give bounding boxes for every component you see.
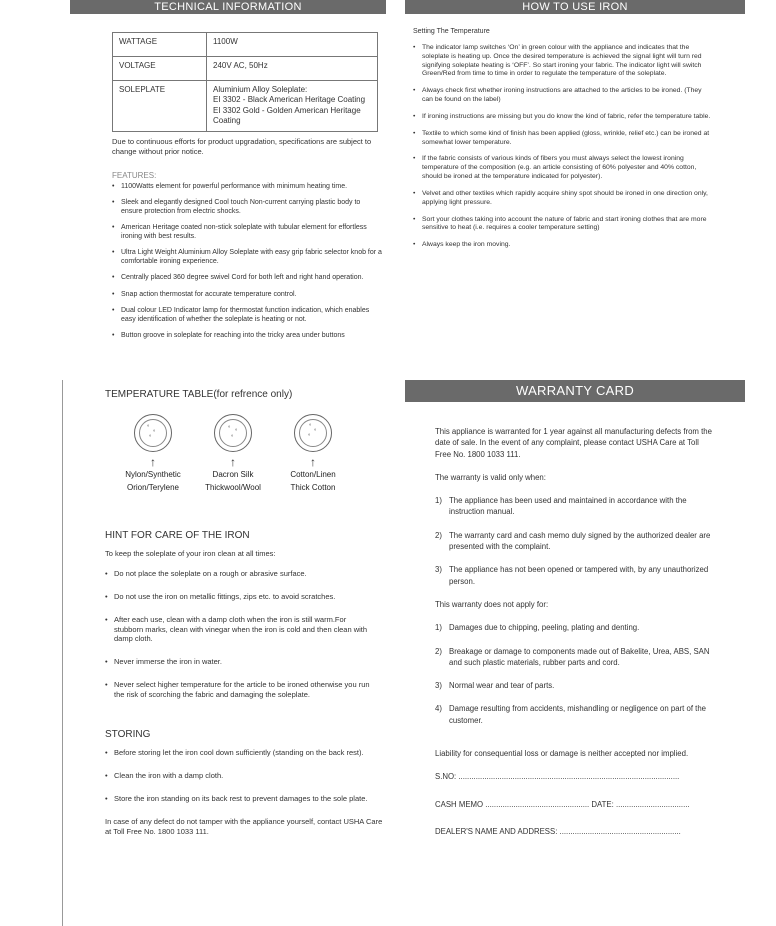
list-text: Damage resulting from accidents, mishandling or negligence on part of the customer. (449, 704, 707, 725)
spec-label: WATTAGE (113, 33, 207, 57)
list-item (435, 680, 715, 691)
spec-value: 240V AC, 50Hz (207, 57, 378, 81)
list-number: 2) (435, 646, 442, 656)
list-item: • Sort your clothes taking into account the nature of fabric and start ironing clothes that are more sensitive to heat (i.e. requires a cooler temperature setting) (413, 216, 713, 234)
list-item: • American Heritage coated non-stick soleplate with tubular element for effortless ironing with best results. (112, 223, 382, 241)
spec-value: 1100W (207, 33, 378, 57)
care-hint-list (105, 569, 375, 699)
spec-label: VOLTAGE (113, 57, 207, 81)
care-hint-title: HINT FOR CARE OF THE IRON (105, 529, 250, 541)
spec-value-line: EI 3302 Gold - Golden American Heritage Coating (213, 105, 361, 126)
list-item: • Centrally placed 360 degree swivel Cord for both left and right hand operation. (112, 273, 382, 282)
liability-statement: Liability for consequential loss or damage is neither accepted nor implied. (435, 749, 689, 759)
soleplate-icon: ° ° ° (294, 414, 332, 452)
fabric-label: Thick Cotton (290, 482, 336, 492)
cash-memo-date-field: CASH MEMO ................................................ DATE: .................................. (435, 799, 690, 809)
list-item (435, 564, 715, 587)
spec-table (112, 32, 378, 132)
list-item: • The indicator lamp switches ‘On’ in green colour with the appliance and indicates that the soleplate is heating up. Once the desired temperature is achieved the signal light will turn red signifying soleplate heating is ‘OFF’. So start ironing your fabric. The indicator light will switch Green/Red from time to time in order to regulate the temperature of the soleplate. (413, 44, 713, 79)
care-hint-intro: To keep the soleplate of your iron clean at all times: (105, 548, 276, 558)
storing-list (105, 748, 375, 803)
warranty-valid-list (435, 495, 715, 587)
list-item: • Sleek and elegantly designed Cool touch Non-current carrying plastic body to ensure protection from electric shocks. (112, 198, 382, 216)
warranty-valid-title: The warranty is valid only when: (435, 472, 546, 482)
list-text: Normal wear and tear of parts. (449, 681, 555, 691)
fabric-label: Nylon/Synthetic (125, 470, 181, 479)
list-item: • If the fabric consists of various kinds of fibers you must always select the lowest ironing temperature of the composition (e.g. an article consisting of 60% polyester and 40% cotton, should be ironed at the temperature indicated for polyester). (413, 155, 713, 181)
how-to-use-body (405, 14, 711, 250)
iron-setting-one-dot (113, 414, 193, 494)
storing-title: STORING (105, 729, 151, 741)
spec-row-soleplate (113, 81, 378, 132)
warranty-card-header: WARRANTY CARD (405, 380, 745, 402)
spec-row-wattage (113, 33, 378, 57)
list-text: Damages due to chipping, peeling, plating and denting. (449, 623, 640, 633)
features-title: FEATURES: (112, 170, 157, 180)
list-text: Breakage or damage to components made out of Bakelite, Urea, ABS, SAN and such plastic materials, rubber parts and cord. (449, 646, 710, 667)
list-number: 3) (435, 681, 442, 691)
arrow-up-icon: ↑ (310, 455, 316, 469)
warranty-exclusion-title: This warranty does not apply for: (435, 599, 549, 609)
soleplate-icon: ° ° ° (214, 414, 252, 452)
temperature-table-title: TEMPERATURE TABLE(for refrence only) (105, 389, 293, 400)
list-number: 1) (435, 623, 442, 633)
spec-value-line: Aluminium Alloy Soleplate: (213, 85, 308, 94)
warranty-intro: This appliance is warranted for 1 year against all manufacturing defects from the date of sale. In the event of any complaint, please contact USHA Care at Toll Free No. 1800 1033 111. (435, 427, 712, 459)
fabric-label: Dacron Silk (212, 470, 254, 479)
list-item (435, 703, 715, 726)
list-item: • Always check first whether ironing instructions are attached to the articles to be ironed. (They can be found on the label) (413, 87, 713, 105)
list-item: • Do not use the iron on metallic fittings, zips etc. to avoid scratches. (105, 592, 375, 602)
list-item (435, 622, 715, 633)
list-item: • Clean the iron with a damp cloth. (105, 771, 375, 781)
specification-note: Due to continuous efforts for product upgradation, specifications are subject to change without prior notice. (112, 136, 372, 156)
soleplate-icon: ° ° ° (134, 414, 172, 452)
list-number: 3) (435, 565, 442, 575)
list-item: • Snap action thermostat for accurate temperature control. (112, 290, 382, 299)
list-item: • Never select higher temperature for the article to be ironed otherwise you run the risk of scorching the fabric and damaging the soleplate. (105, 680, 375, 700)
arrow-up-icon: ↑ (150, 455, 156, 469)
list-item: • Dual colour LED Indicator lamp for thermostat function indication, which enables easy identification of whether the soleplate is heating or not. (112, 306, 382, 324)
setting-temperature-title: Setting The Temperature (413, 28, 490, 35)
dealer-name-address-field: DEALER'S NAME AND ADDRESS: ........................................................ (435, 826, 681, 836)
list-text: The appliance has not been opened or tampered with, by any unauthorized person. (449, 565, 709, 586)
how-to-use-header: HOW TO USE IRON (405, 0, 745, 14)
list-item: • Textile to which some kind of finish has been applied (gloss, wrinkle, relief etc.) can be ironed at somewhat lower temperature. (413, 130, 713, 148)
list-item: • Store the iron standing on its back rest to prevent damages to the sole plate. (105, 794, 375, 804)
list-item: • Always keep the iron moving. (413, 241, 713, 250)
spec-label: SOLEPLATE (113, 81, 207, 132)
list-item (435, 646, 715, 669)
list-item: • Velvet and other textiles which rapidly acquire shiny spot should be ironed in one direction only, applying light pressure. (413, 190, 713, 208)
iron-setting-two-dots (193, 414, 273, 494)
spec-value (207, 81, 378, 132)
features-list (112, 182, 382, 340)
how-to-use-panel (405, 0, 745, 356)
arrow-up-icon: ↑ (230, 455, 236, 469)
list-item: • Ultra Light Weight Aluminium Alloy Soleplate with easy grip fabric selector knob for a comfortable ironing experience. (112, 248, 382, 266)
list-item: • Never immerse the iron in water. (105, 657, 375, 667)
list-item: • 1100Watts element for powerful performance with minimum heating time. (112, 182, 382, 191)
list-item (435, 530, 715, 553)
technical-information-header: TECHNICAL INFORMATION (70, 0, 386, 14)
temperature-table (113, 414, 353, 494)
fabric-label: Thickwool/Wool (205, 482, 261, 492)
list-number: 2) (435, 530, 442, 540)
list-item: • After each use, clean with a damp cloth when the iron is still warm.For stubborn marks, clean with vinegar when the iron is cold and then clean with damp cloth. (105, 615, 375, 644)
list-item: • If ironing instructions are missing but you do know the kind of fabric, refer the temperature table. (413, 113, 713, 122)
serial-number-field: S.NO: ...................................................................................................... (435, 772, 680, 782)
list-item: • Do not place the soleplate on a rough or abrasive surface. (105, 569, 375, 579)
list-number: 4) (435, 704, 442, 714)
list-item: • Before storing let the iron cool down sufficiently (standing on the back rest). (105, 748, 375, 758)
warranty-card-panel (405, 380, 745, 926)
technical-information-panel (70, 0, 386, 356)
fabric-label: Cotton/Linen (290, 470, 336, 479)
warranty-exclusion-list (435, 622, 715, 726)
iron-setting-three-dots (273, 414, 353, 494)
service-contact-note: In case of any defect do not tamper with the appliance yourself, contact USHA Care at Toll Free No. 1800 1033 111. (105, 816, 383, 836)
temperature-care-panel (62, 380, 387, 926)
list-number: 1) (435, 496, 442, 506)
list-text: The warranty card and cash memo duly signed by the authorized dealer are presented with the complaint. (449, 530, 711, 552)
list-item (435, 495, 715, 518)
list-item: • Button groove in soleplate for reaching into the tricky area under buttons (112, 331, 382, 340)
fabric-label: Orion/Terylene (126, 482, 180, 492)
warranty-body (405, 402, 715, 837)
how-to-use-list (413, 44, 713, 250)
spec-row-voltage (113, 57, 378, 81)
list-text: The appliance has been used and maintained in accordance with the instruction manual. (449, 496, 687, 517)
spec-value-line: EI 3302 - Black American Heritage Coating (213, 95, 366, 105)
